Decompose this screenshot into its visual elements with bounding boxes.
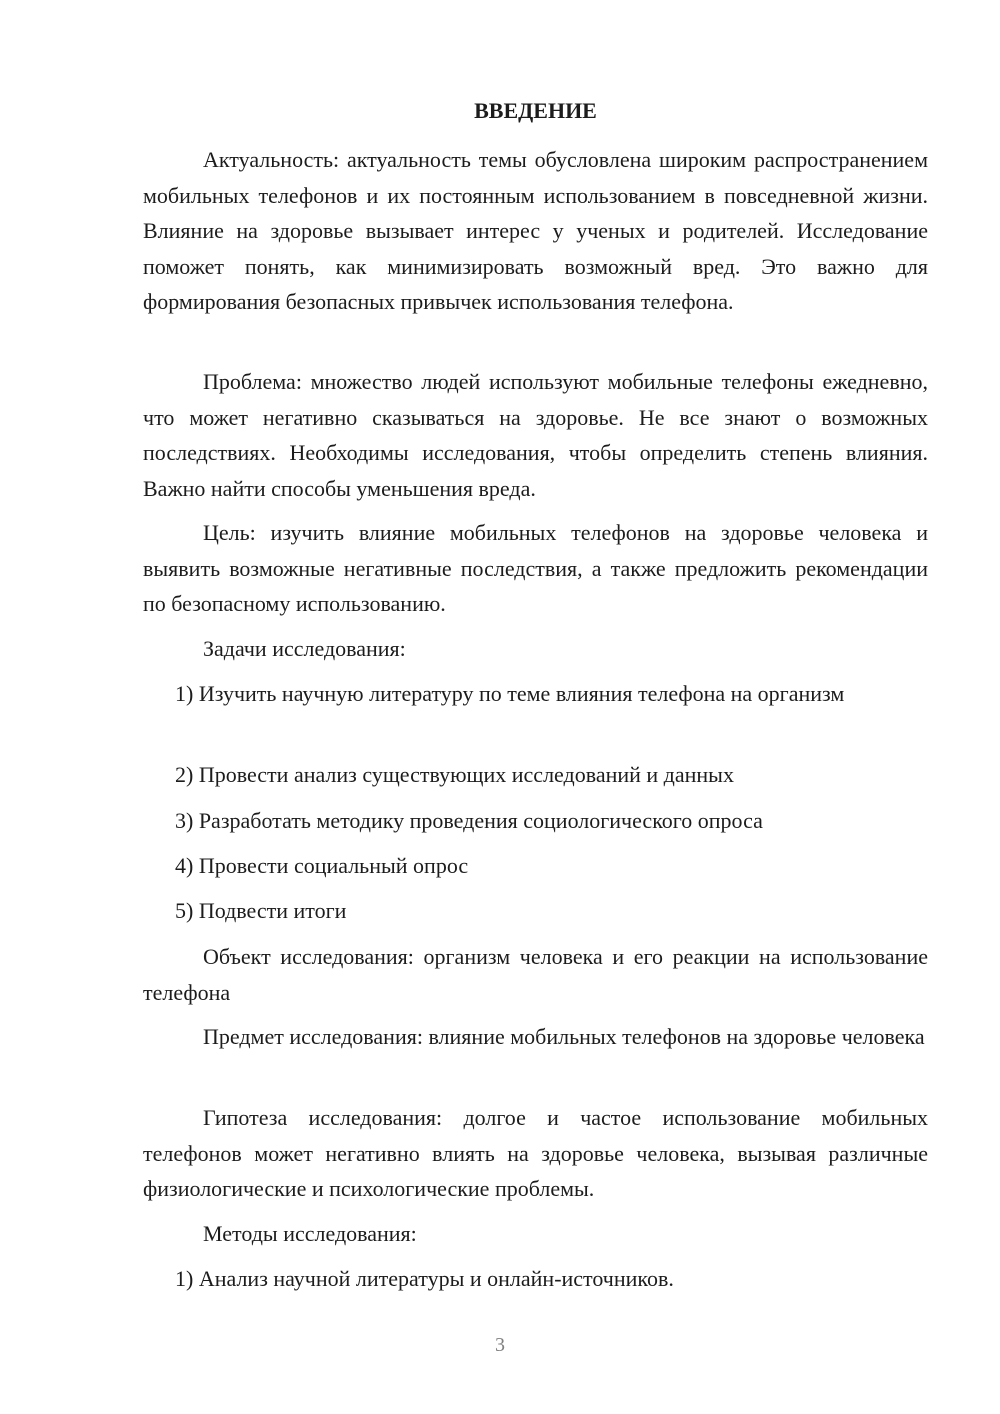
task-item-1: 1) Изучить научную литературу по теме влияния телефона на организм	[175, 681, 845, 706]
task-item-5: 5) Подвести итоги	[175, 898, 347, 923]
paragraph-problem: Проблема: множество людей используют мобильные телефоны ежедневно, что может негативно сказываться на здоровье. Не все знают о возможных последствиях. Необходимы исследования, чтобы определить степень влияния. Важно найти способы уменьшения вреда.	[143, 369, 928, 501]
page-title: ВВЕДЕНИЕ	[474, 98, 597, 123]
method-item-1: 1) Анализ научной литературы и онлайн-источников.	[175, 1266, 674, 1291]
paragraph-goal: Цель: изучить влияние мобильных телефонов на здоровье человека и выявить возможные негативные последствия, а также предложить рекомендации по безопасному использованию.	[143, 520, 928, 616]
methods-heading: Методы исследования:	[203, 1221, 417, 1246]
paragraph-subject: Предмет исследования: влияние мобильных телефонов на здоровье человека	[203, 1024, 925, 1049]
paragraph-relevance: Актуальность: актуальность темы обусловлена широким распространением мобильных телефонов и их постоянным использованием в повседневной жизни. Влияние на здоровье вызывает интерес у ученых и родителей. Исследование поможет понять, как минимизировать возможный вред. Это важно для формирования безопасных привычек использования телефона.	[143, 147, 928, 314]
task-item-4: 4) Провести социальный опрос	[175, 853, 469, 878]
paragraph-hypothesis: Гипотеза исследования: долгое и частое использование мобильных телефонов может негативно влиять на здоровье человека, вызывая различные физиологические и психологические проблемы.	[143, 1105, 928, 1201]
task-item-2: 2) Провести анализ существующих исследований и данных	[175, 762, 734, 787]
task-item-3: 3) Разработать методику проведения социологического опроса	[175, 808, 763, 833]
page-number: 3	[495, 1334, 505, 1356]
paragraph-object: Объект исследования: организм человека и его реакции на использование телефона	[143, 944, 928, 1005]
tasks-heading: Задачи исследования:	[203, 636, 406, 661]
